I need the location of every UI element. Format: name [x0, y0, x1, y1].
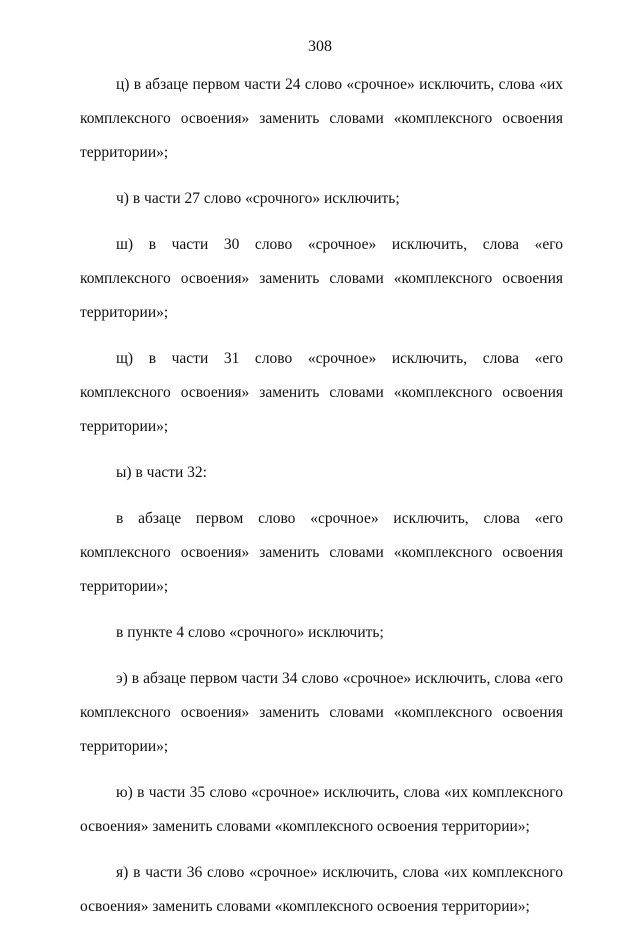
paragraph-shch: щ) в части 31 слово «срочное» исключить, слова «его комплексного освоения» заменить словами «комплексного освоения территории»;	[80, 350, 563, 435]
paragraph-yu: ю) в части 35 слово «срочное» исключить, слова «их комплексного освоения» заменить словами «комплексного освоения территории»;	[80, 784, 563, 835]
paragraph-y-first-abzats: в абзаце первом слово «срочное» исключить, слова «его комплексного освоения» заменить словами «комплексного освоения территории»;	[80, 510, 563, 595]
paragraph-ya: я) в части 36 слово «срочное» исключить, слова «их комплексного освоения» заменить словами «комплексного освоения территории»;	[80, 864, 563, 915]
paragraph-e: э) в абзаце первом части 34 слово «срочное» исключить, слова «его комплексного освоения» заменить словами «комплексного освоения территории»;	[80, 670, 563, 755]
document-body	[80, 68, 563, 936]
paragraph-ts: ц) в абзаце первом части 24 слово «срочное» исключить, слова «их комплексного освоения» заменить словами «комплексного освоения территории»;	[80, 76, 563, 161]
paragraph-y: ы) в части 32:	[116, 464, 207, 481]
paragraph-y-punkt-4: в пункте 4 слово «срочного» исключить;	[116, 624, 384, 641]
paragraph-ch: ч) в части 27 слово «срочного» исключить;	[116, 190, 400, 207]
page-number: 308	[308, 38, 332, 55]
paragraph-sh: ш) в части 30 слово «срочное» исключить, слова «его комплексного освоения» заменить словами «комплексного освоения территории»;	[80, 236, 563, 321]
